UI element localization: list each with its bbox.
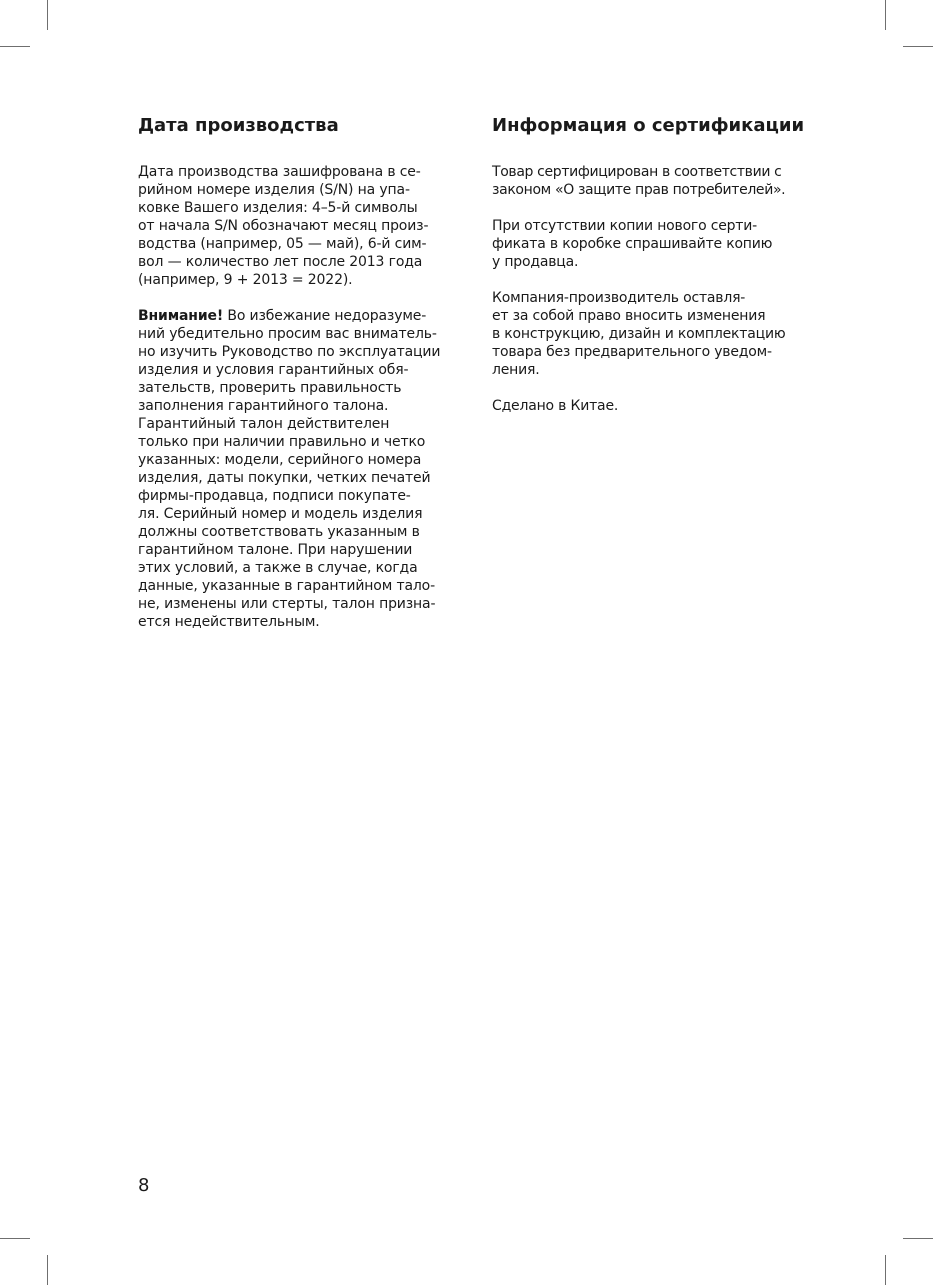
crop-mark-top-right-vertical — [885, 0, 886, 30]
page-number: 8 — [138, 1175, 150, 1196]
certification-section — [492, 113, 827, 433]
production-date-section — [138, 113, 469, 649]
attention-paragraph — [138, 307, 469, 631]
crop-mark-top-right-horizontal — [903, 46, 933, 47]
certification-text: Товар сертифицирован в соответствии с законом «О защите прав потребителей». — [492, 164, 786, 198]
attention-label: Внимание! — [138, 308, 224, 324]
made-in-text: Сделано в Китае. — [492, 398, 619, 414]
production-date-text: Дата производства зашифрована в се- рийном номере изделия (S/N) на упа- ковке Вашего изделия: 4–5-й символы от начала S/N обозначают месяц произ- водства (например, 05 — май), 6-й сим- вол — количество лет после 2013 года (например, 9 + 2013 = 2022). — [138, 164, 429, 288]
crop-mark-top-left-vertical — [47, 0, 48, 30]
certificate-copy-text: При отсутствии копии нового серти- фиката в коробке спрашивайте копию у продавца. — [492, 218, 773, 270]
crop-mark-bottom-right-horizontal — [903, 1238, 933, 1239]
crop-mark-top-left-horizontal — [0, 46, 30, 47]
production-date-heading: Дата производства — [138, 115, 339, 136]
crop-mark-bottom-left-vertical — [47, 1255, 48, 1285]
crop-mark-bottom-right-vertical — [885, 1255, 886, 1285]
attention-text: Во избежание недоразуме- ний убедительно просим вас вниматель- но изучить Руководство по эксплуатации изделия и условия гарантийных обя- зательств, проверить правильность заполнения гарантийного талона. Гарантийный талон действителен только при наличии правильно и четко указанных: модели, серийного номера изделия, даты покупки, четких печатей фирмы-продавца, подписи покупате- ля. Серийный номер и модель изделия должны соответствовать указанным в гарантийном талоне. При нарушении этих условий, а также в случае, когда данные, указанные в гарантийном тало- не, изменены или стерты, талон призна- ется недействительным. — [138, 308, 441, 630]
crop-mark-bottom-left-horizontal — [0, 1238, 30, 1239]
certification-heading: Информация о сертификации — [492, 115, 805, 136]
manufacturer-rights-text: Компания-производитель оставля- ет за собой право вносить изменения в конструкцию, дизайн и комплектацию товара без предварительного уведом- ления. — [492, 290, 786, 378]
